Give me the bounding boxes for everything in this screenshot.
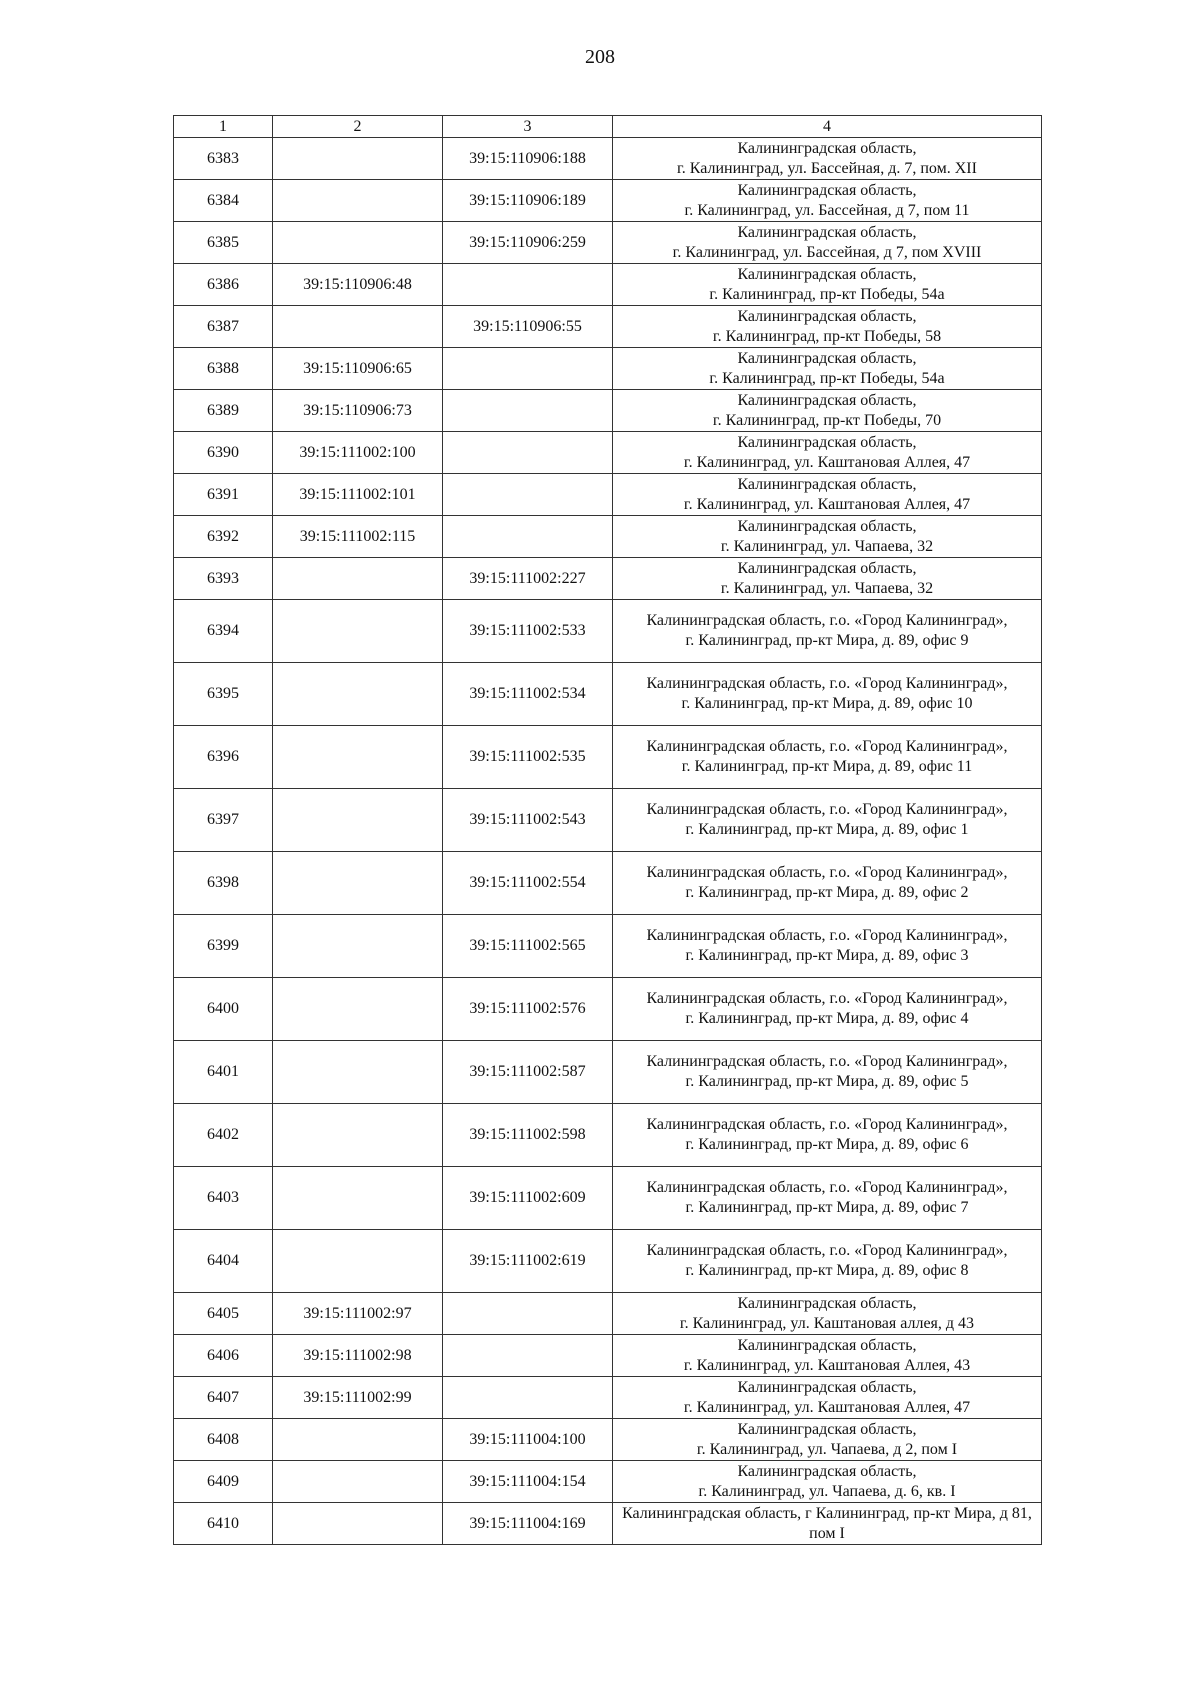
- table-row: [174, 306, 1042, 348]
- row-number-cell: 6386: [174, 264, 273, 306]
- row-number-cell: 6404: [174, 1230, 273, 1293]
- table-row: [174, 1461, 1042, 1503]
- cadastral-number-cell: 39:15:110906:189: [443, 180, 613, 222]
- row-number-cell: 6389: [174, 390, 273, 432]
- cadastral-number-cell: [443, 264, 613, 306]
- cadastral-number-cell: [443, 390, 613, 432]
- cadastral-number-cell: [273, 1461, 443, 1503]
- table-row: [174, 516, 1042, 558]
- row-number-cell: 6408: [174, 1419, 273, 1461]
- table-row: [174, 432, 1042, 474]
- header-cell-1: 1: [174, 116, 273, 138]
- address-line: Калининградская область,: [737, 181, 917, 199]
- address-line: Калининградская область, г.о. «Город Калининград»,: [646, 1053, 1008, 1070]
- cadastral-number-cell: 39:15:111002:533: [443, 600, 613, 663]
- row-number-cell: 6390: [174, 432, 273, 474]
- table-header-row: [174, 116, 1042, 138]
- cadastral-number-cell: 39:15:111004:169: [443, 1503, 613, 1545]
- cadastral-number-cell: [443, 1377, 613, 1419]
- row-number-cell: 6406: [174, 1335, 273, 1377]
- cadastral-number-cell: [273, 852, 443, 915]
- address-cell: [613, 348, 1042, 390]
- row-number-cell: 6396: [174, 726, 273, 789]
- table-row: [174, 1335, 1042, 1377]
- table-row: [174, 222, 1042, 264]
- address-line: г. Калининград, ул. Чапаева, д. 6, кв. I: [698, 1482, 956, 1500]
- table-row: [174, 726, 1042, 789]
- registry-table: [173, 115, 1042, 1545]
- address-line: г. Калининград, ул. Бассейная, д. 7, пом. XII: [677, 159, 977, 177]
- address-cell: [613, 558, 1042, 600]
- table-row: [174, 264, 1042, 306]
- cadastral-number-cell: [443, 1335, 613, 1377]
- address-cell: [613, 915, 1042, 978]
- header-cell-4: 4: [613, 116, 1042, 138]
- address-cell: [613, 1167, 1042, 1230]
- address-cell: [613, 1461, 1042, 1503]
- cadastral-number-cell: [273, 789, 443, 852]
- address-cell: [613, 138, 1042, 180]
- table-row: [174, 1419, 1042, 1461]
- address-cell: [613, 1377, 1042, 1419]
- address-line: г. Калининград, ул. Чапаева, 32: [720, 537, 934, 555]
- address-line: г. Калининград, пр-кт Мира, д. 89, офис 9: [685, 632, 969, 649]
- address-line: г. Калининград, пр-кт Мира, д. 89, офис 10: [681, 695, 973, 712]
- address-line: Калининградская область,: [737, 433, 917, 451]
- cadastral-number-cell: [273, 222, 443, 264]
- cadastral-number-cell: 39:15:110906:48: [273, 264, 443, 306]
- header-cell-2: 2: [273, 116, 443, 138]
- address-line: Калининградская область,: [737, 139, 917, 157]
- cadastral-number-cell: 39:15:111002:619: [443, 1230, 613, 1293]
- cadastral-number-cell: [443, 516, 613, 558]
- table-row: [174, 852, 1042, 915]
- cadastral-number-cell: [443, 432, 613, 474]
- row-number-cell: 6387: [174, 306, 273, 348]
- table-row: [174, 600, 1042, 663]
- address-line: Калининградская область,: [737, 517, 917, 535]
- address-line: г. Калининград, ул. Каштановая Аллея, 47: [683, 453, 971, 471]
- cadastral-number-cell: [443, 474, 613, 516]
- cadastral-number-cell: [273, 663, 443, 726]
- table-row: [174, 915, 1042, 978]
- table-row: [174, 663, 1042, 726]
- cadastral-number-cell: 39:15:111002:535: [443, 726, 613, 789]
- row-number-cell: 6410: [174, 1503, 273, 1545]
- row-number-cell: 6407: [174, 1377, 273, 1419]
- cadastral-number-cell: 39:15:111002:609: [443, 1167, 613, 1230]
- address-line: г. Калининград, пр-кт Мира, д. 89, офис 6: [685, 1136, 969, 1153]
- row-number-cell: 6402: [174, 1104, 273, 1167]
- cadastral-number-cell: 39:15:111002:587: [443, 1041, 613, 1104]
- address-cell: [613, 1419, 1042, 1461]
- address-cell: [613, 1335, 1042, 1377]
- cadastral-number-cell: 39:15:111002:534: [443, 663, 613, 726]
- row-number-cell: 6405: [174, 1293, 273, 1335]
- row-number-cell: 6398: [174, 852, 273, 915]
- row-number-cell: 6395: [174, 663, 273, 726]
- address-line: Калининградская область, г.о. «Город Калининград»,: [646, 990, 1008, 1007]
- address-cell: [613, 1293, 1042, 1335]
- table-row: [174, 1503, 1042, 1545]
- address-line: г. Калининград, пр-кт Мира, д. 89, офис 4: [685, 1010, 969, 1027]
- address-cell: [613, 978, 1042, 1041]
- table-row: [174, 789, 1042, 852]
- address-line: г. Калининград, пр-кт Победы, 70: [712, 411, 942, 429]
- cadastral-number-cell: [273, 1230, 443, 1293]
- cadastral-number-cell: [273, 978, 443, 1041]
- table-row: [174, 978, 1042, 1041]
- table-row: [174, 180, 1042, 222]
- row-number-cell: 6384: [174, 180, 273, 222]
- cadastral-number-cell: 39:15:110906:65: [273, 348, 443, 390]
- address-cell: [613, 306, 1042, 348]
- cadastral-number-cell: 39:15:110906:73: [273, 390, 443, 432]
- address-cell: [613, 1230, 1042, 1293]
- address-line: Калининградская область,: [737, 223, 917, 241]
- cadastral-number-cell: [273, 1167, 443, 1230]
- cadastral-number-cell: 39:15:110906:188: [443, 138, 613, 180]
- address-line: г. Калининград, ул. Каштановая Аллея, 47: [683, 495, 971, 513]
- address-line: Калининградская область, г.о. «Город Калининград»,: [646, 1242, 1008, 1259]
- cadastral-number-cell: [273, 1104, 443, 1167]
- cadastral-number-cell: 39:15:111002:227: [443, 558, 613, 600]
- cadastral-number-cell: [273, 138, 443, 180]
- address-line: Калининградская область,: [737, 1336, 917, 1354]
- address-line: г. Калининград, пр-кт Мира, д. 89, офис 1: [685, 821, 969, 838]
- address-line: Калининградская область, г.о. «Город Калининград»,: [646, 927, 1008, 944]
- address-line: г. Калининград, ул. Бассейная, д 7, пом 11: [684, 201, 970, 219]
- address-line: г. Калининград, ул. Каштановая Аллея, 43: [683, 1356, 971, 1374]
- cadastral-number-cell: [273, 180, 443, 222]
- address-line: Калининградская область,: [737, 307, 917, 325]
- cadastral-number-cell: [273, 1419, 443, 1461]
- address-cell: [613, 1041, 1042, 1104]
- address-line: Калининградская область,: [737, 349, 917, 367]
- table-row: [174, 1377, 1042, 1419]
- row-number-cell: 6391: [174, 474, 273, 516]
- cadastral-number-cell: [273, 600, 443, 663]
- address-line: г. Калининград, ул. Каштановая аллея, д 43: [679, 1314, 975, 1332]
- cadastral-number-cell: [273, 558, 443, 600]
- table-row: [174, 474, 1042, 516]
- address-cell: [613, 1503, 1042, 1545]
- address-line: г. Калининград, пр-кт Победы, 58: [712, 327, 942, 345]
- address-line: Калининградская область, г.о. «Город Калининград»,: [646, 1116, 1008, 1133]
- cadastral-number-cell: 39:15:111002:598: [443, 1104, 613, 1167]
- address-line: Калининградская область,: [737, 391, 917, 409]
- address-line: г. Калининград, ул. Каштановая Аллея, 47: [683, 1398, 971, 1416]
- address-cell: [613, 726, 1042, 789]
- address-line: г. Калининград, пр-кт Победы, 54а: [709, 285, 945, 303]
- cadastral-number-cell: [273, 726, 443, 789]
- row-number-cell: 6400: [174, 978, 273, 1041]
- address-cell: [613, 264, 1042, 306]
- table-row: [174, 1230, 1042, 1293]
- cadastral-number-cell: [273, 1041, 443, 1104]
- address-cell: [613, 852, 1042, 915]
- address-cell: [613, 789, 1042, 852]
- address-line: г. Калининград, ул. Чапаева, 32: [720, 579, 934, 597]
- address-cell: [613, 1104, 1042, 1167]
- row-number-cell: 6401: [174, 1041, 273, 1104]
- row-number-cell: 6392: [174, 516, 273, 558]
- address-line: Калининградская область, г.о. «Город Калининград»,: [646, 612, 1008, 629]
- row-number-cell: 6394: [174, 600, 273, 663]
- address-cell: [613, 600, 1042, 663]
- cadastral-number-cell: 39:15:111002:100: [273, 432, 443, 474]
- cadastral-number-cell: 39:15:111002:97: [273, 1293, 443, 1335]
- cadastral-number-cell: 39:15:111004:154: [443, 1461, 613, 1503]
- address-line: Калининградская область,: [737, 475, 917, 493]
- cadastral-number-cell: [273, 306, 443, 348]
- row-number-cell: 6399: [174, 915, 273, 978]
- page-number: 208: [585, 46, 615, 68]
- address-line: Калининградская область,: [737, 559, 917, 577]
- address-line: Калининградская область,: [737, 1462, 917, 1480]
- header-cell-3: 3: [443, 116, 613, 138]
- table-row: [174, 1041, 1042, 1104]
- cadastral-number-cell: 39:15:110906:259: [443, 222, 613, 264]
- address-line: Калининградская область, г.о. «Город Калининград»,: [646, 801, 1008, 818]
- cadastral-number-cell: 39:15:111002:98: [273, 1335, 443, 1377]
- table-row: [174, 1104, 1042, 1167]
- address-line: Калининградская область, г Калининград, пр-кт Мира, д 81, пом I: [622, 1504, 1032, 1542]
- address-line: Калининградская область, г.о. «Город Калининград»,: [646, 864, 1008, 881]
- address-cell: [613, 663, 1042, 726]
- address-cell: [613, 432, 1042, 474]
- cadastral-number-cell: [273, 1503, 443, 1545]
- cadastral-number-cell: 39:15:111002:115: [273, 516, 443, 558]
- address-cell: [613, 474, 1042, 516]
- address-line: Калининградская область,: [737, 265, 917, 283]
- address-line: Калининградская область, г.о. «Город Калининград»,: [646, 738, 1008, 755]
- address-cell: [613, 222, 1042, 264]
- address-cell: [613, 180, 1042, 222]
- address-line: г. Калининград, пр-кт Мира, д. 89, офис 5: [685, 1073, 969, 1090]
- address-line: г. Калининград, пр-кт Победы, 54а: [709, 369, 945, 387]
- cadastral-number-cell: 39:15:110906:55: [443, 306, 613, 348]
- row-number-cell: 6388: [174, 348, 273, 390]
- address-line: г. Калининград, пр-кт Мира, д. 89, офис 8: [685, 1262, 969, 1279]
- row-number-cell: 6393: [174, 558, 273, 600]
- cadastral-number-cell: [443, 348, 613, 390]
- address-line: г. Калининград, пр-кт Мира, д. 89, офис 11: [681, 758, 973, 775]
- cadastral-number-cell: 39:15:111002:101: [273, 474, 443, 516]
- address-line: Калининградская область,: [737, 1378, 917, 1396]
- cadastral-number-cell: 39:15:111002:99: [273, 1377, 443, 1419]
- row-number-cell: 6409: [174, 1461, 273, 1503]
- address-line: г. Калининград, пр-кт Мира, д. 89, офис 2: [685, 884, 969, 901]
- table-row: [174, 348, 1042, 390]
- address-cell: [613, 390, 1042, 432]
- cadastral-number-cell: 39:15:111004:100: [443, 1419, 613, 1461]
- address-cell: [613, 516, 1042, 558]
- table-row: [174, 1293, 1042, 1335]
- row-number-cell: 6397: [174, 789, 273, 852]
- cadastral-number-cell: 39:15:111002:565: [443, 915, 613, 978]
- row-number-cell: 6403: [174, 1167, 273, 1230]
- address-line: г. Калининград, ул. Чапаева, д 2, пом I: [696, 1440, 958, 1458]
- table-row: [174, 558, 1042, 600]
- address-line: Калининградская область,: [737, 1420, 917, 1438]
- address-line: Калининградская область,: [737, 1294, 917, 1312]
- cadastral-number-cell: [273, 915, 443, 978]
- table-row: [174, 1167, 1042, 1230]
- cadastral-number-cell: 39:15:111002:576: [443, 978, 613, 1041]
- cadastral-number-cell: [443, 1293, 613, 1335]
- address-line: г. Калининград, пр-кт Мира, д. 89, офис 3: [685, 947, 969, 964]
- address-line: Калининградская область, г.о. «Город Калининград»,: [646, 1179, 1008, 1196]
- address-line: г. Калининград, пр-кт Мира, д. 89, офис 7: [685, 1199, 969, 1216]
- address-line: г. Калининград, ул. Бассейная, д 7, пом XVIII: [672, 243, 982, 261]
- table-row: [174, 390, 1042, 432]
- cadastral-number-cell: 39:15:111002:543: [443, 789, 613, 852]
- cadastral-number-cell: 39:15:111002:554: [443, 852, 613, 915]
- row-number-cell: 6385: [174, 222, 273, 264]
- table-row: [174, 138, 1042, 180]
- row-number-cell: 6383: [174, 138, 273, 180]
- address-line: Калининградская область, г.о. «Город Калининград»,: [646, 675, 1008, 692]
